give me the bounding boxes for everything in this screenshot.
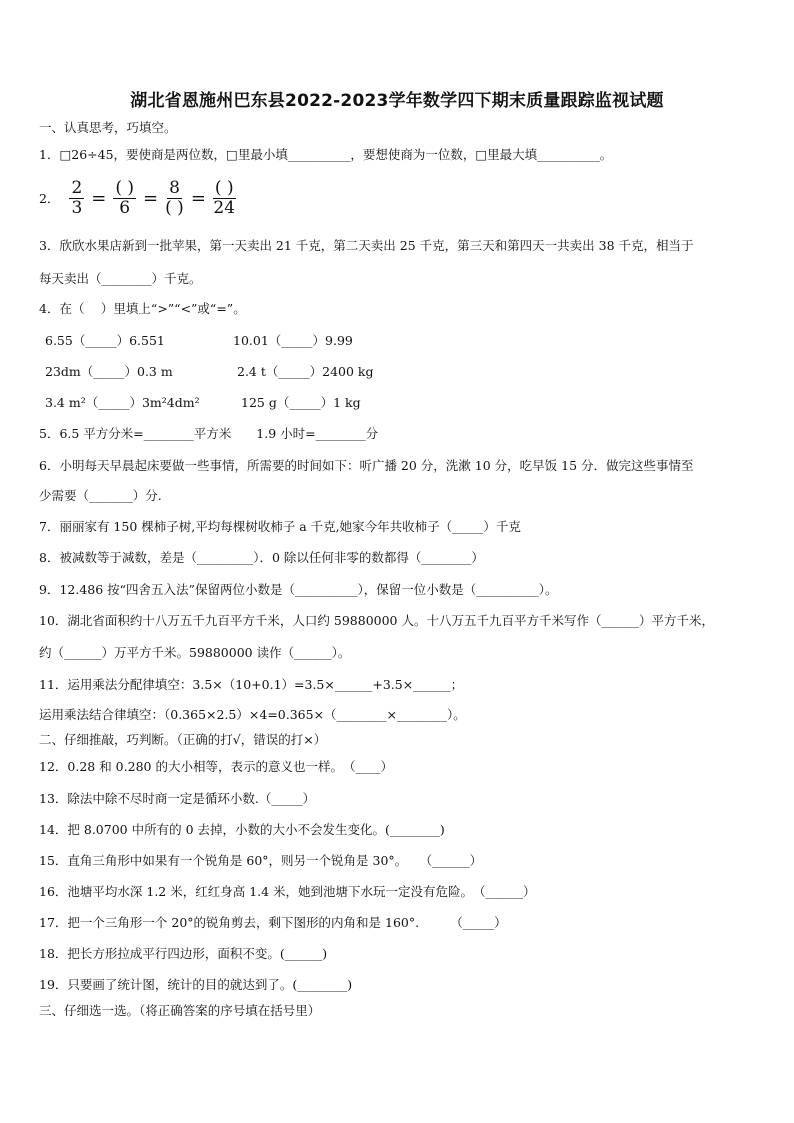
question-2-number: 2．	[39, 191, 60, 206]
equals-sign: =	[190, 187, 206, 209]
question-18: 18．把长方形拉成平行四边形，面积不变。(______)	[39, 946, 328, 961]
question-2	[39, 176, 238, 220]
question-4: 4．在（ ）里填上“>”“<”或“=”。	[39, 301, 246, 316]
question-10-line-1: 10．湖北省面积约十八万五千九百平方千米，人口约 59880000 人。十八万五千九百平方千米写作（______）平方千米，	[39, 613, 714, 628]
section-heading-3: 三、仔细选一选。（将正确答案的序号填在括号里）	[39, 1003, 321, 1018]
section-heading-1: 一、认真思考，巧填空。	[39, 120, 177, 135]
fraction-3	[165, 179, 184, 218]
section-heading-2: 二、仔细推敲，巧判断。（正确的打√，错误的打×）	[39, 732, 327, 747]
fraction-4-denominator: 24	[213, 197, 236, 218]
question-14: 14．把 8.0700 中所有的 0 去掉，小数的大小不会发生变化。(________)	[39, 822, 445, 837]
question-4-row-1b: 10.01（_____）9.99	[233, 333, 353, 348]
question-11-line-1: 11．运用乘法分配律填空：3.5×（10+0.1）=3.5×______+3.5×______；	[39, 677, 464, 692]
fraction-2-denominator: 6	[119, 197, 131, 218]
fraction-4	[213, 179, 236, 218]
fraction-3-denominator: ( )	[165, 197, 184, 218]
question-8: 8．被减数等于减数，差是（_________）．0 除以任何非零的数都得（________）	[39, 550, 484, 565]
question-4-row-3a: 3.4 m²（_____）3m²4dm²	[45, 395, 200, 410]
question-12: 12．0.28 和 0.280 的大小相等，表示的意义也一样。 （____）	[39, 759, 393, 774]
question-4-row-2b: 2.4 t（_____）2400 kg	[237, 364, 374, 379]
equals-sign: =	[143, 187, 159, 209]
fraction-1-numerator: 2	[71, 177, 83, 198]
fraction-1-denominator: 3	[71, 197, 83, 218]
question-5: 5．6.5 平方分米=________平方米 1.9 小时=________分	[39, 426, 379, 441]
question-6-line-1: 6．小明每天早晨起床要做一些事情，所需要的时间如下：听广播 20 分，洗漱 10 分，吃早饭 15 分．做完这些事情至	[39, 458, 694, 473]
question-13: 13．除法中除不尽时商一定是循环小数.（_____）	[39, 791, 316, 806]
question-17: 17．把一个三角形一个 20°的锐角剪去，剩下图形的内角和是 160°. （_____）	[39, 915, 507, 930]
question-4-row-3b: 125 g（_____）1 kg	[241, 395, 361, 410]
question-19: 19．只要画了统计图，统计的目的就达到了。(________)	[39, 977, 353, 992]
question-9: 9．12.486 按“四舍五入法”保留两位小数是（__________），保留一位小数是（__________）。	[39, 582, 558, 597]
question-15: 15．直角三角形中如果有一个锐角是 60°，则另一个锐角是 30°。 （______）	[39, 853, 483, 868]
question-11-line-2: 运用乘法结合律填空：（0.365×2.5）×4=0.365×（________×________）。	[39, 707, 466, 722]
question-16: 16．池塘平均水深 1.2 米，红红身高 1.4 米，她到池塘下水玩一定没有危险。 （______）	[39, 884, 536, 899]
question-4-row-1a: 6.55（_____）6.551	[45, 333, 165, 348]
question-6-line-2: 少需要（_______）分.	[39, 488, 162, 503]
fraction-2	[113, 179, 136, 218]
question-4-row-2a: 23dm（_____）0.3 m	[45, 364, 173, 379]
equals-sign: =	[91, 187, 107, 209]
page-title: 湖北省恩施州巴东县2022-2023学年数学四下期末质量跟踪监视试题	[130, 91, 664, 111]
fraction-1	[69, 179, 84, 218]
question-7: 7．丽丽家有 150 棵柿子树,平均每棵树收柿子 a 千克,她家今年共收柿子（_____）千克	[39, 519, 521, 534]
fraction-2-numerator: ( )	[115, 177, 135, 198]
fraction-3-numerator: 8	[169, 177, 180, 198]
question-3-line-2: 每天卖出（________）千克。	[39, 271, 202, 286]
question-1: 1．□26÷45，要使商是两位数，□里最小填__________，要想使商为一位数，□里最大填__________。	[39, 147, 613, 162]
question-3-line-1: 3．欣欣水果店新到一批苹果，第一天卖出 21 千克，第二天卖出 25 千克，第三天和第四天一共卖出 38 千克，相当于	[39, 238, 694, 253]
question-10-line-2: 约（______）万平方千米。59880000 读作（______）。	[39, 645, 351, 660]
fraction-4-numerator: ( )	[214, 177, 234, 198]
